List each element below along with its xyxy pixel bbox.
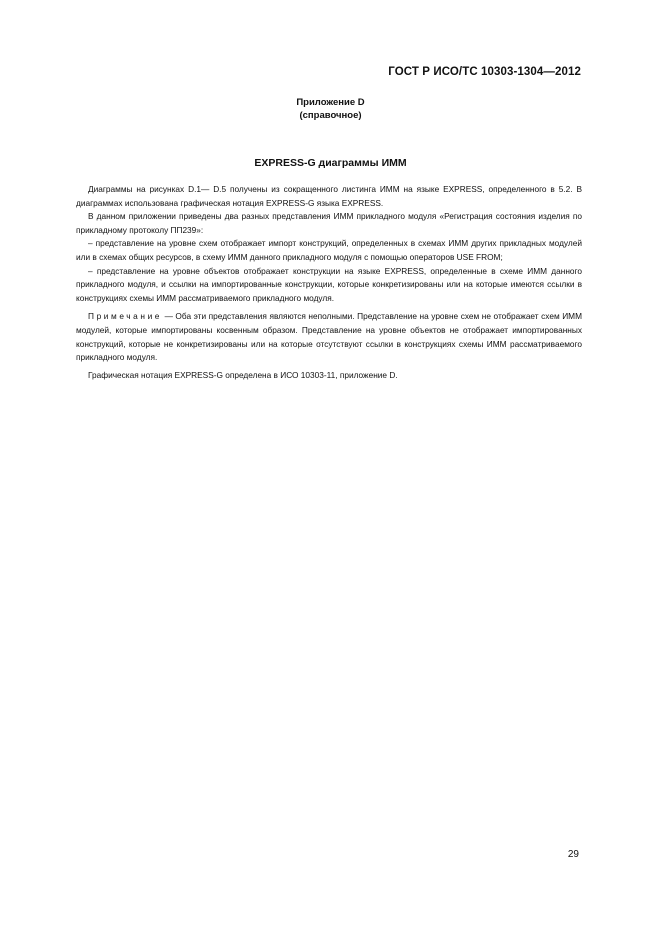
paragraph-notation-text: Графическая нотация EXPRESS-G определена в ИСО 10303-11, приложение D. xyxy=(88,369,398,380)
paragraph-representations xyxy=(76,210,582,237)
list-item-schema-level-text: – представление на уровне схем отображает импорт конструкций, определенных в схемах ИММ других прикладных модулей или в схемах общих ресурсов, в схему ИММ данного прикладного модуля с помощью операторов USE FROM; xyxy=(76,238,582,262)
note-paragraph xyxy=(76,310,582,364)
paragraph-representations-text: В данном приложении приведены два разных представления ИММ прикладного модуля «Регистрация состояния изделия по прикладному протоколу ПП239»: xyxy=(76,211,582,235)
note-text: — Оба эти представления являются неполными. Представление на уровне схем не отображает схем ИММ модулей, которые импортированы косвенным образом. Представление на уровне объектов не отображает импортированных конструкций, которые не конкретизированы или на которые отсутствуют ссылки в конструкциях схемы ИММ рассматриваемого прикладного модуля. xyxy=(76,311,582,363)
page-number: 29 xyxy=(567,849,579,860)
list-item-entity-level-text: – представление на уровне объектов отображает конструкции на языке EXPRESS, определенные в схеме ИММ данного прикладного модуля, и ссылки на импортированные конструкции, которые конкретизированы или на которые имеются ссылки в конструкциях схемы ИММ рассматриваемого прикладного модуля. xyxy=(76,265,582,303)
list-item-schema-level xyxy=(76,237,582,264)
note-label: Примечание xyxy=(88,311,163,322)
annex-heading xyxy=(0,96,661,122)
annex-status: (справочное) xyxy=(299,110,362,121)
paragraph-intro-text: Диаграммы на рисунках D.1— D.5 получены из сокращенного листинга ИММ на языке EXPRESS, определенного в 5.2. В диаграммах использована графическая нотация EXPRESS-G языка EXPRESS. xyxy=(76,184,582,208)
section-title: EXPRESS-G диаграммы ИММ xyxy=(254,157,407,169)
annex-title: Приложение D xyxy=(296,97,365,108)
document-header: ГОСТ Р ИСО/ТС 10303-1304—2012 xyxy=(388,66,581,78)
paragraph-intro xyxy=(76,183,582,210)
list-item-entity-level xyxy=(76,265,582,306)
paragraph-notation xyxy=(76,369,582,383)
body-text xyxy=(76,183,582,382)
